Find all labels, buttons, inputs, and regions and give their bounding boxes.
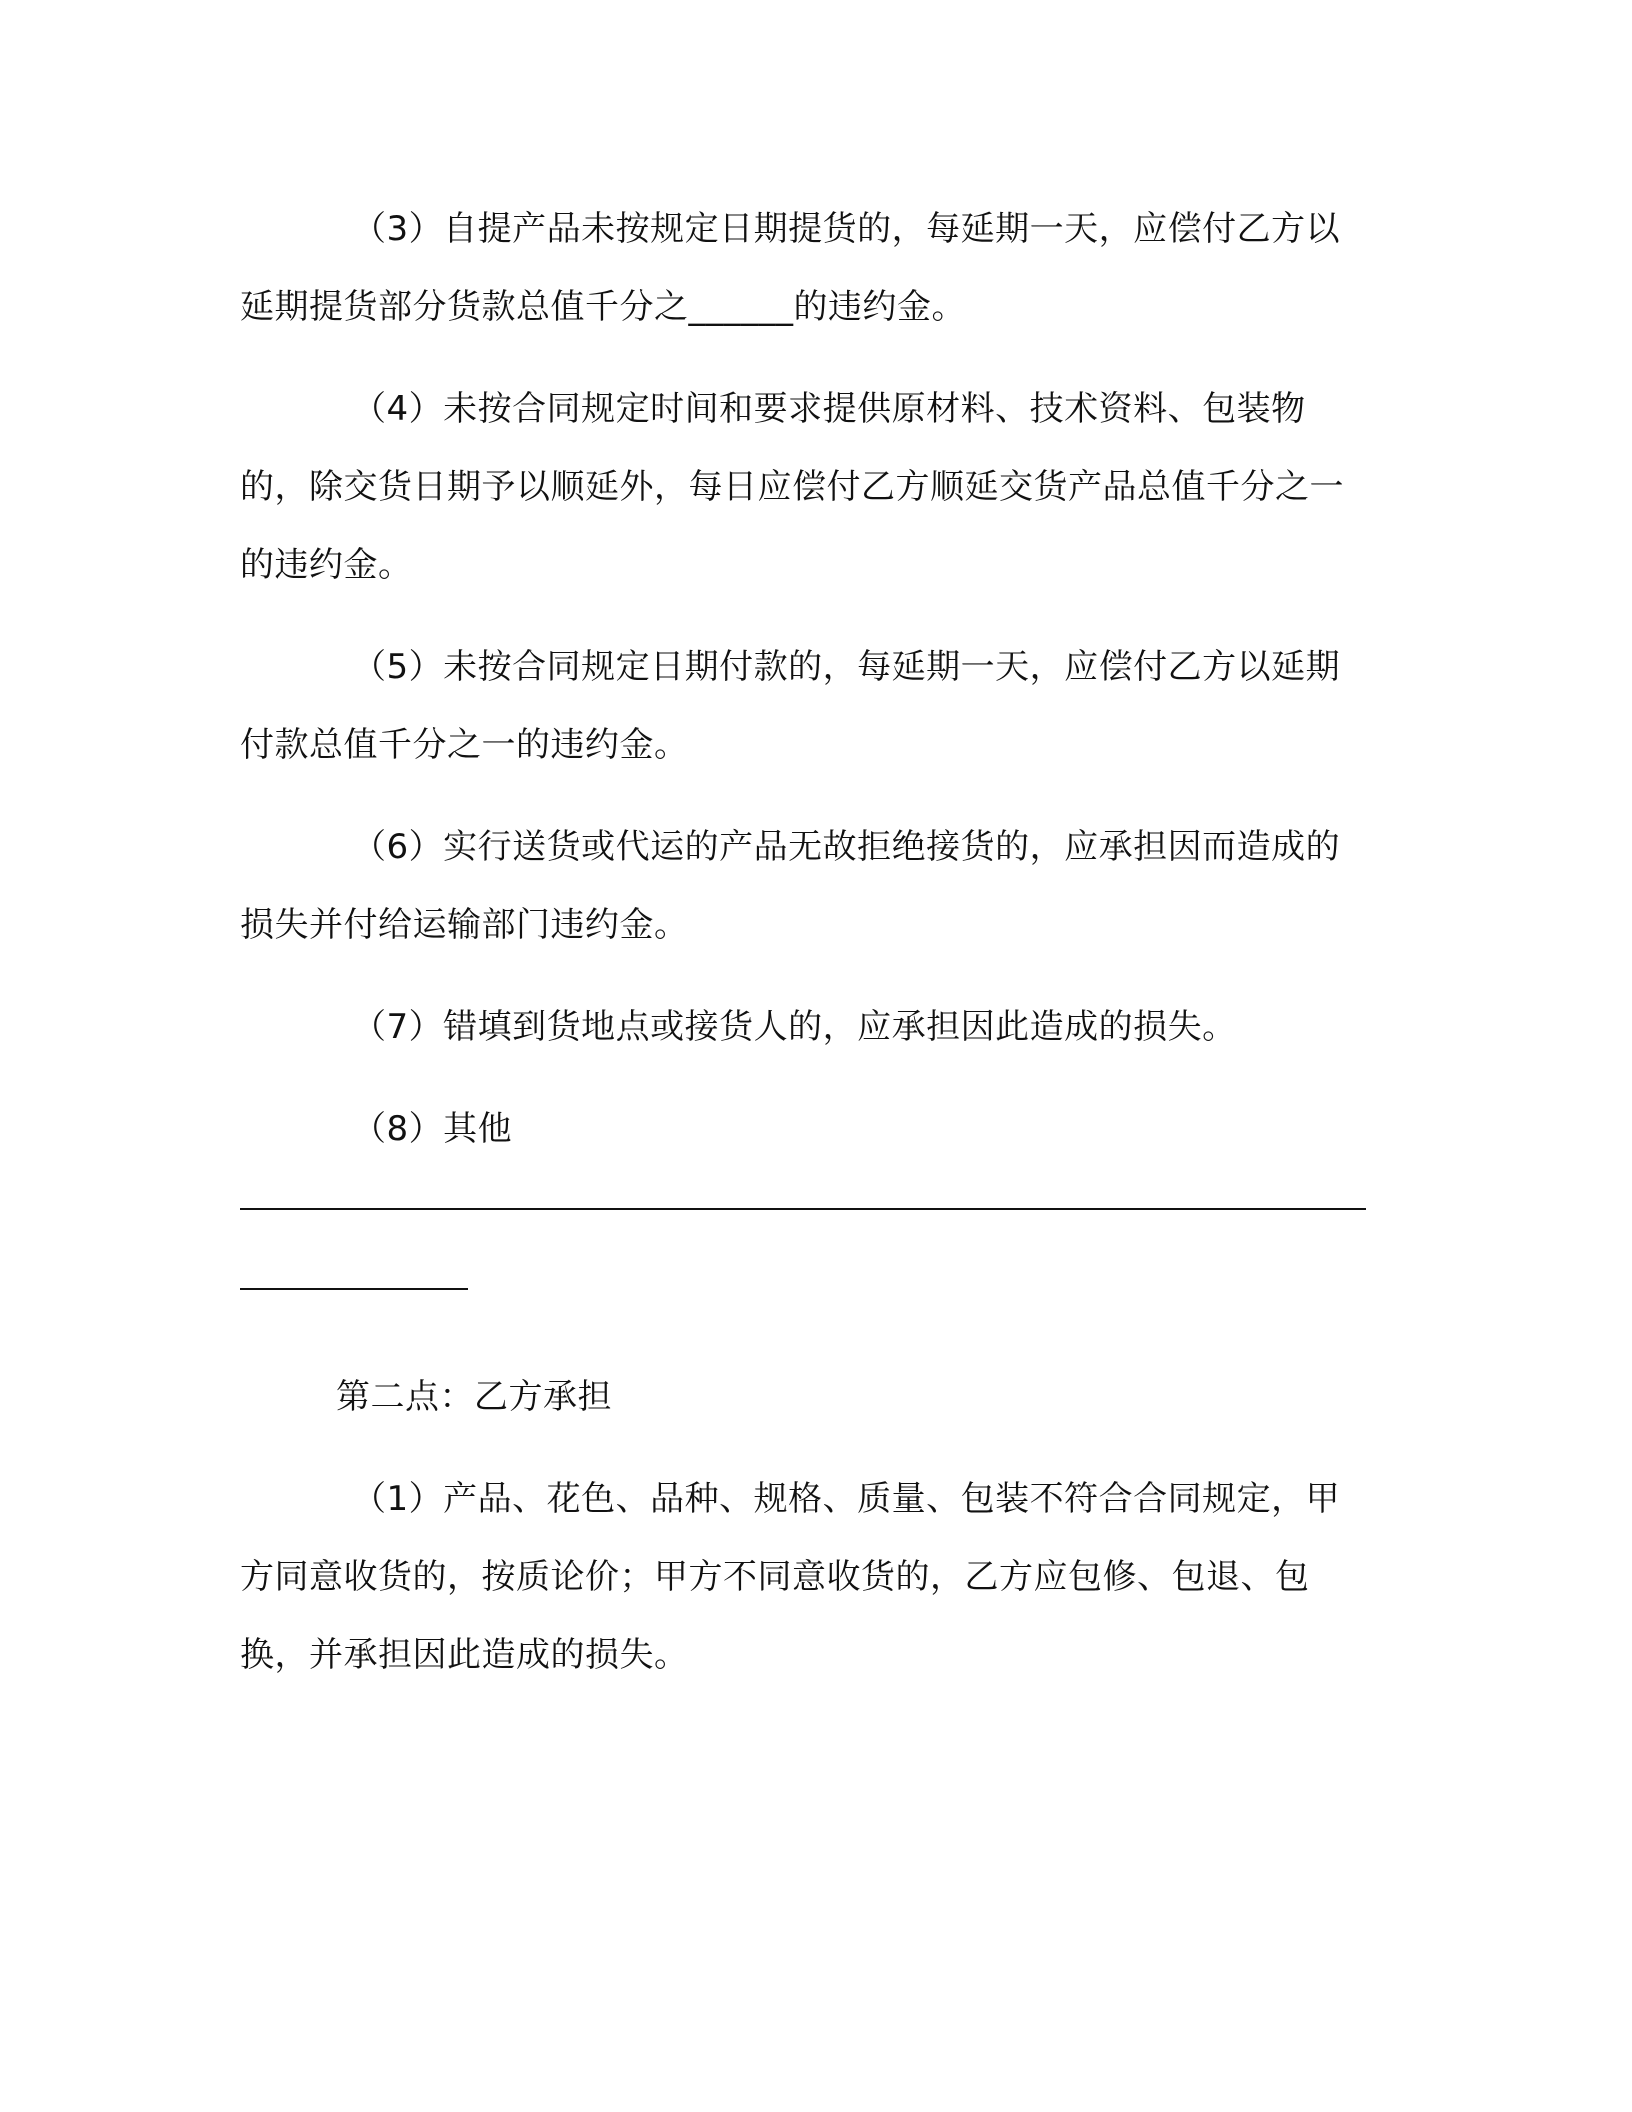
fill-in-line-long [240, 1208, 1366, 1210]
clause-4: （4）未按合同规定时间和要求提供原材料、技术资料、包装物的，除交货日期予以顺延外，每日应偿付乙方顺延交货产品总值千分之一的违约金。 [240, 389, 1344, 585]
fill-in-line-short [240, 1288, 468, 1290]
party-b-clause-1: （1）产品、花色、品种、规格、质量、包装不符合合同规定，甲方同意收货的，按质论价；甲方不同意收货的，乙方应包修、包退、包换，并承担因此造成的损失。 [240, 1479, 1341, 1675]
clause-8: （8）其他 [352, 1109, 513, 1149]
document-body [240, 190, 1370, 1718]
section-heading: 第二点：乙方承担 [336, 1377, 612, 1417]
clause-5: （5）未按合同规定日期付款的，每延期一天，应偿付乙方以延期付款总值千分之一的违约金。 [240, 647, 1341, 765]
clause-7: （7）错填到货地点或接货人的，应承担因此造成的损失。 [352, 1007, 1237, 1047]
clause-6: （6）实行送货或代运的产品无故拒绝接货的，应承担因而造成的损失并付给运输部门违约金。 [240, 827, 1341, 945]
clause-3: （3）自提产品未按规定日期提货的，每延期一天，应偿付乙方以延期提货部分货款总值千分之______的违约金。 [240, 209, 1341, 327]
